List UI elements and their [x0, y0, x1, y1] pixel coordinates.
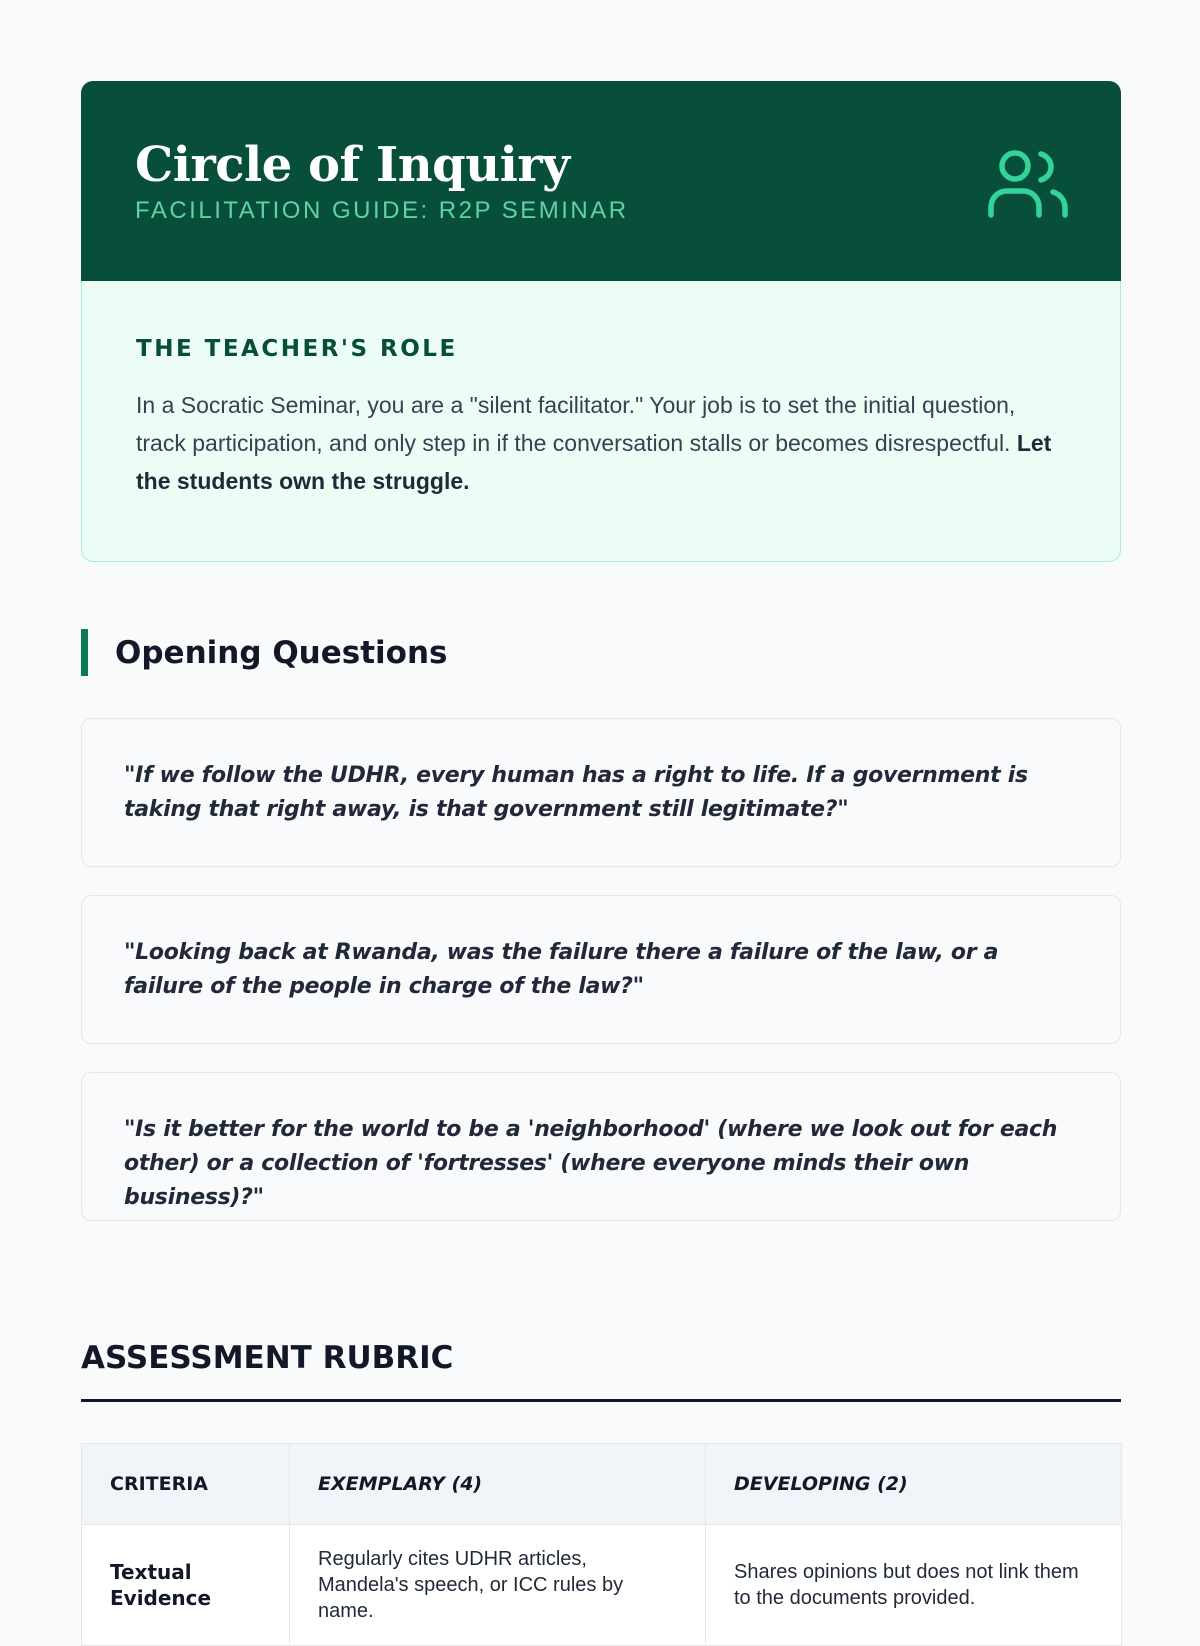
teacher-role-emphasis: Let the students own the struggle.: [136, 430, 1052, 494]
header-banner: [81, 81, 1121, 281]
users-icon: [987, 143, 1069, 225]
rubric-title: ASSESSMENT RUBRIC: [81, 1340, 1121, 1402]
rubric-header-criteria: CRITERIA: [82, 1444, 290, 1525]
teacher-role-text: [136, 386, 1066, 500]
page-subtitle: FACILITATION GUIDE: R2P SEMINAR: [135, 197, 629, 224]
rubric-header-developing: DEVELOPING (2): [706, 1444, 1122, 1525]
rubric-header-row: [82, 1444, 1122, 1525]
teacher-role-body: In a Socratic Seminar, you are a "silent facilitator." Your job is to set the initial question, track participation, and only step in if the conversation stalls or becomes disrespectful.: [136, 392, 1016, 456]
rubric-developing-cell: Shares opinions but does not link them to the documents provided.: [706, 1525, 1122, 1646]
opening-questions-title: Opening Questions: [115, 634, 448, 671]
question-card-1: "If we follow the UDHR, every human has a right to life. If a government is taking that right away, is that government still legitimate?": [81, 718, 1121, 867]
guide-card: [81, 81, 1121, 562]
opening-questions-heading: [81, 629, 447, 676]
rubric-exemplary-cell: Regularly cites UDHR articles, Mandela's speech, or ICC rules by name.: [290, 1525, 706, 1646]
rubric-criteria-cell: Textual Evidence: [82, 1525, 290, 1646]
question-card-3: "Is it better for the world to be a 'neighborhood' (where we look out for each other) or a collection of 'fortresses' (where everyone minds their own business)?": [81, 1072, 1121, 1221]
question-card-2: "Looking back at Rwanda, was the failure there a failure of the law, or a failure of the people in charge of the law?": [81, 895, 1121, 1044]
rubric-header-exemplary: EXEMPLARY (4): [290, 1444, 706, 1525]
teacher-role-heading: THE TEACHER'S ROLE: [136, 336, 458, 362]
table-row: [82, 1525, 1122, 1646]
teacher-role-box: [81, 281, 1121, 562]
rubric-table: [81, 1443, 1122, 1646]
page-title: Circle of Inquiry: [135, 137, 570, 193]
